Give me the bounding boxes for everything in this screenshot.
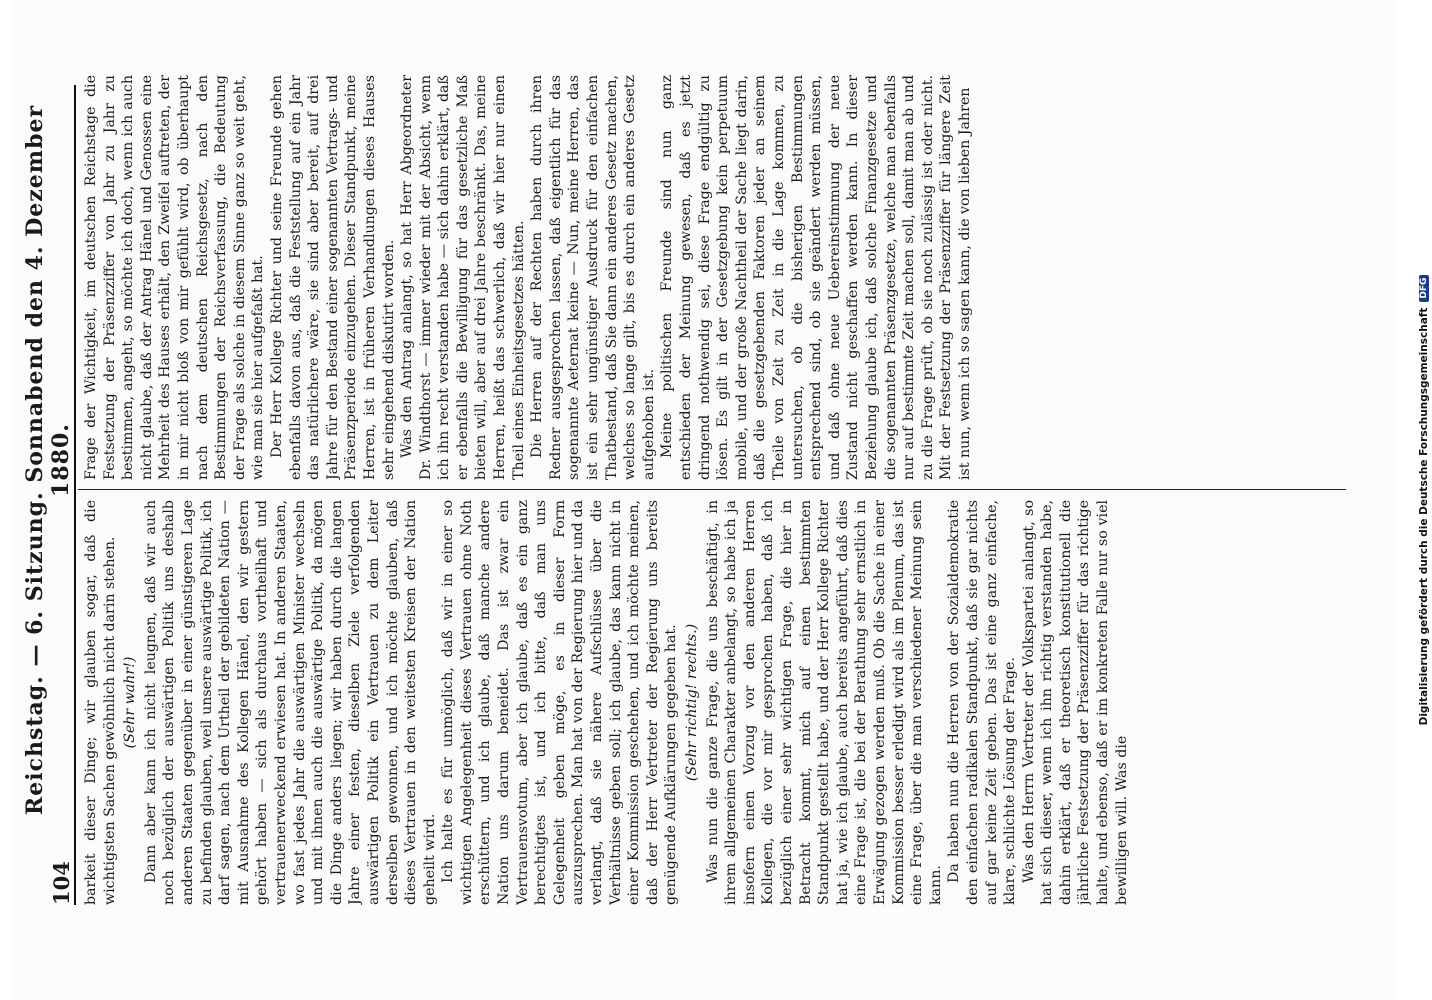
right-text-column bbox=[82, 75, 1342, 480]
paragraph: Was nun die ganze Frage, die uns beschäftigt, in ihrem allgemeinen Charakter anbelangt, so habe ich ja insofern einen Vorzug vor den anderen Herren Kollegen, die vor mir gesprochen haben, daß ich bezüglich einer sehr wichtigen Frage, die hier in Betracht kommt, mich auf einen bestimmten Standpunkt gestellt habe, und der Herr Kollege Richter hat ja, wie ich glaube, auch bereits angeführt, daß dies eine Frage ist, die bei der Berathung sehr ernstlich in Erwägung gezogen werden muß. Ob die Sache in einer Kommission besser erledigt wird als im Plenum, das ist eine Frage, über die man verschiedener Meinung sein kann. bbox=[704, 500, 944, 905]
page-number: 104 bbox=[49, 861, 74, 905]
scanned-page bbox=[12, 0, 1397, 1000]
paragraph: Da haben nun die Herren von der Sozialdemokratie den einfachen radikalen Standpunkt, daß sie gar nichts auf gar keine Zeit geben. Das ist eine ganz einfache, klare, schlichte Lösung der Frage. bbox=[946, 500, 1019, 905]
paragraph: Dann aber kann ich nicht leugnen, daß wir auch noch bezüglich der auswärtigen Politik uns deshalb anderen Staaten gegenüber in einer günstigeren Lage zu befinden glauben, weil unsere auswärtige Politik, ich darf sagen, nach dem Urtheil der gebildeten Nation — mit Ausnahme des Kollegen Hänel, den wir gestern gehört haben — sich als durchaus vortheilhaft und vertrauenerweckend erwiesen hat. In anderen Staaten, wo fast jedes Jahr die auswärtigen Minister wechseln und mit ihnen auch die auswärtige Politik, da mögen die Dinge anders liegen; wir haben durch die langen Jahre einer festen, dieselben Ziele verfolgenden auswärtigen Politik ein Vertrauen zu dem Leiter derselben gewonnen, und ich möchte glauben, daß dieses Vertrauen in den weitesten Kreisen der Nation geheilt wird. bbox=[142, 500, 438, 905]
paragraph: barkeit dieser Dinge; wir glauben sogar, daß die wichtigsten Sachen gewöhnlich nicht darin stehen. bbox=[83, 500, 118, 905]
left-text-column bbox=[82, 500, 1342, 905]
paragraph: Was den Antrag anlangt, so hat Herr Abgeordneter Dr. Windthorst — immer wieder mit der Absicht, wenn ich ihn recht verstanden habe — sich dahin erklärt, daß er ebenfalls die Bewilligung für das gesetzliche Maß bieten will, aber auf drei Jahre beschränkt. Das, meine Herren, heißt das schwerlich, daß wir hier nur einen Theil eines Einheitsgesetzes hätten. bbox=[399, 75, 527, 480]
page-header bbox=[22, 85, 76, 905]
paragraph: Der Herr Kollege Richter und seine Freunde gehen ebenfalls davon aus, daß die Feststellung auf ein Jahr das natürlichere wäre, sie sind aber bereit, auf drei Jahre für den Bestand einer sogenannten Vertrags- und Präsenzperiode einzugehen. Dieser Standpunkt, meine Herren, ist in früheren Verhandlungen dieses Hauses sehr eingehend diskutirt worden. bbox=[268, 75, 397, 480]
paragraph: Die Herren auf der Rechten haben durch ihren Redner ausgesprochen lassen, daß eigentlich für das sogenannte Aeternat keine — Nun, meine Herren, das ist ein sehr ungünstiger Ausdruck für den einfachen Thatbestand, daß Sie dann ein anderes Gesetz machen, welches so lange gilt, bis es durch ein anderes Gesetz aufgehoben ist. bbox=[529, 75, 657, 480]
interjection: (Sehr richtig! rechts.) bbox=[684, 623, 700, 782]
paragraph: Frage der Wichtigkeit, im deutschen Reichstage die Festsetzung der Präsenzziffer von Jahr zu Jahr zu bestimmen, angeht, so möchte ich doch, wenn ich auch nicht glaube, daß der Antrag Hänel und Genossen eine Mehrheit des Hauses erhält, den Zweifel auftreten, der in mir nicht bloß von mir gefühlt wird, ob überhaupt nach dem deutschen Reichsgesetz, nach den Bestimmungen der Reichsverfassung, die Bedeutung der Frage als solche in diesem Sinne ganz so weit geht, wie man sie hier aufgefaßt hat. bbox=[83, 75, 267, 480]
running-head: Reichstag. — 6. Sitzung. Sonnabend den 4. Dezember 1880. bbox=[22, 104, 74, 816]
paragraph: Was den Herrn Vertreter der Volkspartei anlangt, so hat sich dieser, wenn ich ihn richtig verstanden habe, dahin erklärt, daß er theoretisch konstitutionell die jährliche Festsetzung der Präsenzziffer für das richtige halte, und ebenso, daß er im konkreten Falle nur so viel bewilligen will. Was die bbox=[1020, 500, 1130, 905]
paragraph: Ich halte es für unmöglich, daß wir in einer so wichtigen Angelegenheit dieses Vertrauen ohne Noth erschüttern, und ich glaube, daß manche andere Nation uns darum beneidet. Das ist zwar ein Vertrauensvotum, aber ich glaube, daß es ein ganz berechtigtes ist, und ich bitte, daß man uns Gelegenheit geben möge, es in dieser Form auszusprechen. Man hat von der Regierung hier und da verlangt, daß sie nähere Aufschlüsse über die Verhältnisse geben soll; ich glaube, das kann nicht in einer Kommission geschehen, und ich möchte meinen, daß der Herr Vertreter der Regierung uns bereits genügende Aufklärungen gegeben hat. bbox=[440, 500, 680, 905]
dfg-logo: DFG bbox=[1419, 275, 1429, 302]
footer-credit: Digitalisierung gefördert durch die Deutsche Forschungsgemeinschaft bbox=[1418, 307, 1430, 726]
column-divider bbox=[78, 489, 1346, 490]
interjection: (Sehr wahr!) bbox=[122, 656, 139, 749]
paragraph: Meine politischen Freunde sind nun ganz entschieden der Meinung gewesen, daß es jetzt dringend nothwendig sei, diese Frage endgültig zu lösen. Es gilt in der Gesetzgebung kein perpetuum mobile, und der große Nachtheil der Sache liegt darin, daß die gesetzgebenden Faktoren jeder an seinem Theile von Zeit zu Zeit in die Lage kommen, zu untersuchen, ob die bisherigen Bestimmungen entsprechend sind, ob sie geändert werden müssen, und daß ohne neue Uebereinstimmung der neue Zustand nicht geschaffen werden kann. In dieser Beziehung glaube ich, daß solche Finanzgesetze und die sogenannten Präsenzgesetze, welche man ebenfalls nur auf bestimmte Zeit machen soll, damit man ab und zu die Frage prüft, ob sie noch zulässig ist oder nicht. Mit der Festsetzung der Präsenzziffer für längere Zeit ist nun, wenn ich so sagen kann, die von lieben Jahren bbox=[659, 75, 973, 480]
digitization-footer bbox=[1408, 0, 1432, 1000]
